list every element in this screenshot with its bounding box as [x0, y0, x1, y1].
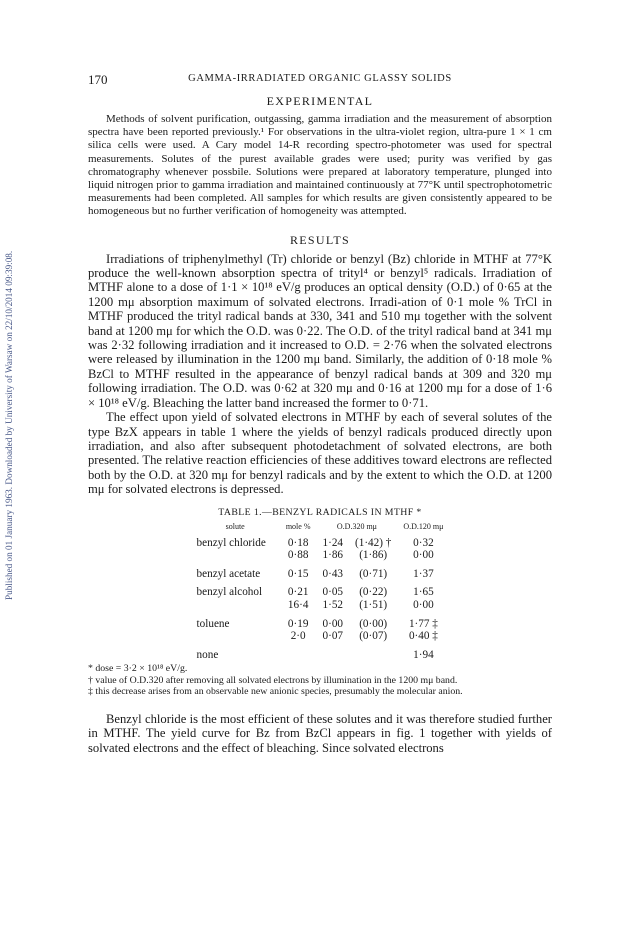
cell-solute [191, 549, 280, 562]
cell-od-1200: 1·94 [413, 648, 434, 661]
cell-od-1200: 0·40 ‡ [408, 630, 438, 643]
cell-od-320-bleached: (0·71) [359, 567, 388, 580]
closing-section [88, 712, 552, 755]
experimental-paragraph: Methods of solvent purification, outgassing, gamma irradiation and the measurement of absorption spectra have been reported previously.¹ For observations in the ultra-violet region, ultra-pure 1 × 1 cm silica cells were used. A Cary model 14-R recording spectro-photometer was used for spectral measurements. Solutes of the purest available grades were used; purity was verified by gas chromatography whenever possbile. Solutions were prepared at laboratory temperature, plunged into liquid nitrogen prior to gamma irradiation and maintained continuously at 77°K until spectrophotometric measurements had been completed. All samples for which results are given consistently appeared to be homogeneous but no further verification of homogeneity was attempted. [88, 113, 552, 218]
table-footnotes [88, 663, 552, 698]
cell-od-320 [317, 643, 350, 662]
benzyl-radicals-table [191, 522, 450, 662]
cell-od-1200: 0·00 [413, 598, 434, 611]
table-row [191, 537, 450, 550]
table-row [191, 562, 450, 581]
cell-mole-percent: 16·4 [287, 598, 309, 611]
table-row [191, 599, 450, 612]
table-row [191, 612, 450, 631]
cell-mole-percent: 0·88 [287, 549, 309, 562]
cell-od-320: 0·43 [322, 567, 344, 580]
cell-solute: none [196, 648, 219, 661]
cell-od-320-bleached: (0·00) [359, 617, 388, 630]
table-row [191, 643, 450, 662]
page-number: 170 [88, 72, 108, 87]
cell-od-1200: 1·77 ‡ [408, 617, 438, 630]
experimental-heading: EXPERIMENTAL [266, 94, 374, 108]
cell-solute: benzyl alcohol [196, 586, 263, 599]
cell-solute [191, 599, 280, 612]
results-heading: RESULTS [289, 232, 350, 247]
cell-solute: benzyl chloride [196, 536, 266, 549]
table-caption: TABLE 1.—BENZYL RADICALS IN MTHF * [218, 506, 422, 518]
running-title: GAMMA-IRRADIATED ORGANIC GLASSY SOLIDS [188, 73, 452, 84]
table-header-row [191, 522, 450, 537]
table-body [191, 537, 450, 662]
col-od-1200: O.D.120 mμ [403, 521, 444, 531]
cell-od-320: 1·52 [322, 598, 344, 611]
cell-od-1200: 1·65 [413, 586, 434, 599]
cell-mole-percent: 2·0 [290, 630, 306, 643]
closing-paragraph: Benzyl chloride is the most efficient of these solutes and it was therefore studied further in MTHF. The yield curve for Bz from BzCl appears in fig. 1 together with yields of solvated electrons and the effect of bleaching. Since solvated electrons [88, 712, 552, 755]
cell-od-320-bleached: (1·51) [359, 598, 388, 611]
footnote-double-dagger: ‡ this decrease arises from an observable new anionic species, presumably the molecular anion. [88, 686, 463, 698]
cell-mole-percent: 0·18 [287, 536, 309, 549]
cell-od-320-bleached: (0·22) [359, 586, 388, 599]
results-paragraph-1: Irradiations of triphenylmethyl (Tr) chloride or benzyl (Bz) chloride in MTHF at 77°K produce the well-known absorption spectra of trityl⁴ or benzyl⁵ radicals. Irradiation of MTHF alone to a dose of 1·1 × 10¹⁸ eV/g produces an optical density (O.D.) of 0·65 at the 1200 mμ absorption maximum of solvated electrons. Irradi-ation of 0·1 mole % TrCl in MTHF produced the trityl radical bands at 330, 341 and 510 mμ together with the solvent band at 1200 mμ for which the O.D. was 0·22. The O.D. of the trityl radical band at 341 mμ was 2·32 following irradiation and it increased to O.D. = 2·76 when the solvated electrons were released by illumination in the 1200 mμ band. Similarly, the addition of 0·18 mole % BzCl to MTHF resulted in the appearance of benzyl radical bands at 309 and 320 mμ following irradiation. The O.D. was 0·62 at 320 mμ and 0·16 at 1200 mμ for a dose of 1·6 × 10¹⁸ eV/g. Bleaching the latter band increased the former to 0·71. [88, 251, 552, 410]
cell-od-1200: 0·32 [413, 536, 434, 549]
page-body [88, 72, 552, 755]
table-row [191, 580, 450, 599]
download-notice-text: Published on 01 January 1963. Downloaded by University of Warsaw on 22/10/2014 09:39:08. [4, 250, 14, 600]
footnote-dose: * dose = 3·2 × 10¹⁸ eV/g. [88, 663, 188, 675]
col-od-320: O.D.320 mμ [336, 521, 377, 531]
col-mole-percent: mole % [285, 521, 311, 531]
cell-solute: benzyl acetate [196, 567, 261, 580]
cell-od-320: 1·86 [322, 549, 344, 562]
cell-od-320-bleached: (1·86) [359, 549, 388, 562]
cell-od-320-bleached: (0·07) [359, 630, 388, 643]
cell-od-1200: 0·00 [413, 549, 434, 562]
experimental-section [88, 94, 552, 219]
cell-od-320: 0·05 [322, 586, 344, 599]
cell-od-320: 0·00 [322, 617, 344, 630]
cell-od-320-bleached [349, 643, 397, 662]
results-section [88, 233, 552, 497]
cell-solute: toluene [196, 617, 230, 630]
col-solute: solute [225, 521, 245, 531]
cell-mole-percent: 0·19 [287, 617, 309, 630]
cell-mole-percent [280, 643, 317, 662]
download-notice [2, 100, 16, 600]
cell-od-320: 0·07 [322, 630, 344, 643]
page-header [88, 72, 552, 88]
results-paragraph-2: The effect upon yield of solvated electrons in MTHF by each of several solutes of the type BzX appears in table 1 where the yields of benzyl radicals produced directly upon irradiation, and also after subsequent photodetachment of solvated electrons, are both presented. The relative reaction efficiencies of these additives toward electrons are reflected both by the O.D. at 320 mμ for benzyl radicals and by the extent to which the O.D. at 1200 mμ for solvated electrons is depressed. [88, 410, 552, 497]
footnote-dagger: † value of O.D.320 after removing all solvated electrons by illumination in the 1200 mμ band. [88, 674, 458, 686]
cell-od-320: 1·24 [322, 536, 344, 549]
table-row [191, 630, 450, 643]
cell-od-320-bleached: (1·42) † [355, 536, 392, 549]
cell-solute [191, 630, 280, 643]
cell-mole-percent: 0·15 [287, 567, 309, 580]
cell-mole-percent: 0·21 [287, 586, 309, 599]
table-row [191, 549, 450, 562]
cell-od-1200: 1·37 [413, 567, 434, 580]
